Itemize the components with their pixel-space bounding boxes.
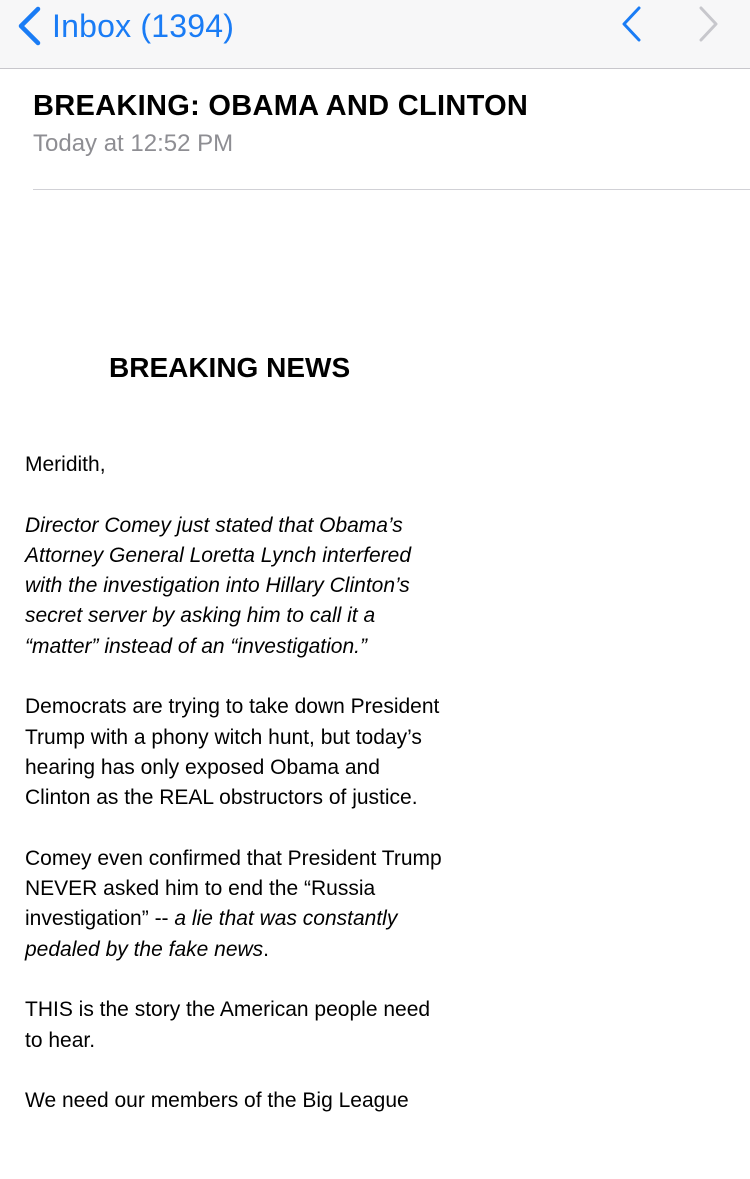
message-subject: BREAKING: OBAMA AND CLINTON xyxy=(33,90,529,122)
next-message-button[interactable] xyxy=(688,6,728,46)
body-paragraph-3 xyxy=(25,844,445,965)
paragraph-3-emphasis: a lie that was constantly pedaled by the fake news xyxy=(25,907,398,961)
message-date: Today at 12:52 PM xyxy=(33,130,234,157)
body-paragraph-5: We need our members of the Big League xyxy=(25,1089,409,1113)
previous-message-button[interactable] xyxy=(612,6,652,46)
navigation-bar xyxy=(0,0,750,69)
message-body xyxy=(25,450,445,1147)
paragraph-3-end: . xyxy=(263,937,270,961)
chevron-down-icon xyxy=(697,6,719,47)
body-paragraph-1: Director Comey just stated that Obama’s Attorney General Loretta Lynch interfered with the investigation into Hillary Clinton’s secret server by asking him to call it a “matter” instead of an “investigation.” xyxy=(25,513,412,658)
header-divider xyxy=(33,189,750,190)
body-paragraph-2: Democrats are trying to take down President Trump with a phony witch hunt, but today’s hearing has only exposed Obama and Clinton as the REAL obstructors of justice. xyxy=(25,695,440,810)
back-to-inbox-button[interactable] xyxy=(16,4,234,48)
back-label: Inbox (1394) xyxy=(52,7,235,44)
salutation: Meridith, xyxy=(25,453,106,476)
paragraph-3-text: Comey even confirmed that President Trump NEVER asked him to end the “Russia investigation” -- xyxy=(25,846,442,931)
chevron-up-icon xyxy=(621,6,643,47)
body-paragraph-4: THIS is the story the American people need to hear. xyxy=(25,998,431,1052)
chevron-left-icon xyxy=(16,6,42,46)
body-heading: BREAKING NEWS xyxy=(109,352,351,383)
